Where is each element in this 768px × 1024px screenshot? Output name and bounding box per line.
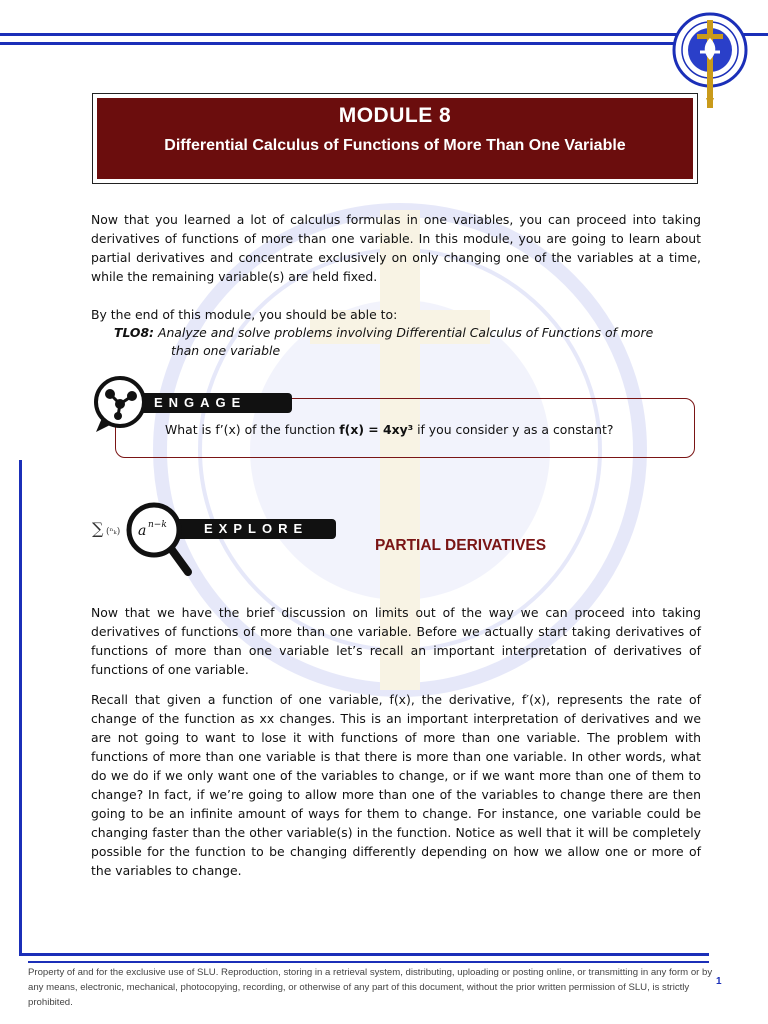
- svg-text:a: a: [138, 523, 147, 539]
- engage-question-end: if you consider y as a constant?: [413, 422, 614, 437]
- svg-text:(ⁿₖ): (ⁿₖ): [106, 527, 121, 537]
- footer-copyright-notice: Property of and for the exclusive use of SLU. Reproduction, storing in a retrieval system, distributing, uploading or posting online, or transmitting in any form or by any means, electronic, mechanical, photocopying, recording, or otherwise of any part of this document, without the prior written permission of SLU, is strictly prohibited.: [28, 967, 713, 1008]
- module-title-box: [92, 93, 698, 184]
- header-rule-bottom: [0, 42, 690, 45]
- engage-question: [165, 422, 613, 437]
- body-paragraph-1: Now that we have the brief discussion on limits out of the way we can proceed into taking derivatives of functions of more than one variable. Before we actually start taking derivatives of functions of more than one variable let’s recall an important interpretation of derivatives of functions of one variable.: [91, 605, 701, 677]
- intro-paragraph: Now that you learned a lot of calculus formulas in one variables, you can proceed into taking derivatives of functions of more than one variable. In this module, you are going to learn about partial derivatives and concentrate exclusively on only changing one of the variables at a time, while the remaining variable(s) are held fixed.: [91, 212, 701, 284]
- tlo-objective: [114, 323, 704, 342]
- footer-rule-top: [19, 953, 709, 956]
- explore-banner: EXPLORE: [170, 519, 336, 539]
- svg-text:∑: ∑: [92, 519, 104, 538]
- page-number: 1: [716, 976, 722, 987]
- module-title-banner: [97, 98, 693, 179]
- objectives-lead: By the end of this module, you should be able to:: [91, 307, 398, 322]
- footer-rule-bottom: [28, 961, 709, 963]
- partial-derivatives-heading: PARTIAL DERIVATIVES: [375, 537, 547, 554]
- engage-question-start: What is f’(x) of the function: [165, 422, 340, 437]
- engage-function: f(x) = 4xy³: [339, 422, 414, 437]
- tlo-text: Analyze and solve problems involving Differential Calculus of Functions of more: [157, 325, 654, 340]
- network-speech-icon: [90, 374, 154, 436]
- svg-text:n−k: n−k: [148, 520, 167, 530]
- body-paragraph-2: Recall that given a function of one variable, f(x), the derivative, f′(x), represents the rate of change of the function as xx changes. This is an important interpretation of derivatives and we are not going to want to lose it with functions of more than one variable. The problem with functions of more than one variable is that there is more than one variable. In other words, what do we do if we only want one of the variables to change, or if we want more than one of them to change? In fact, if we’re going to allow more than one of the variables to change there are then going to be an infinite amount of ways for them to change. For instance, one variable could be changing faster than the other variable(s) in the function. Notice as well that it will be completely possible for the function to be changing differently depending on how we allow one or more of the variables to change.: [91, 692, 701, 878]
- left-border-line: [19, 460, 22, 956]
- module-subtitle: Differential Calculus of Functions of More Than One Variable: [164, 137, 626, 154]
- tlo-text-continued: than one variable: [171, 343, 281, 358]
- engage-banner: ENGAGE: [120, 393, 292, 413]
- header-rule-top: [0, 33, 700, 36]
- tlo-label: TLO8:: [114, 325, 155, 340]
- magnifier-icon: [122, 500, 194, 580]
- module-title: MODULE 8: [338, 104, 452, 127]
